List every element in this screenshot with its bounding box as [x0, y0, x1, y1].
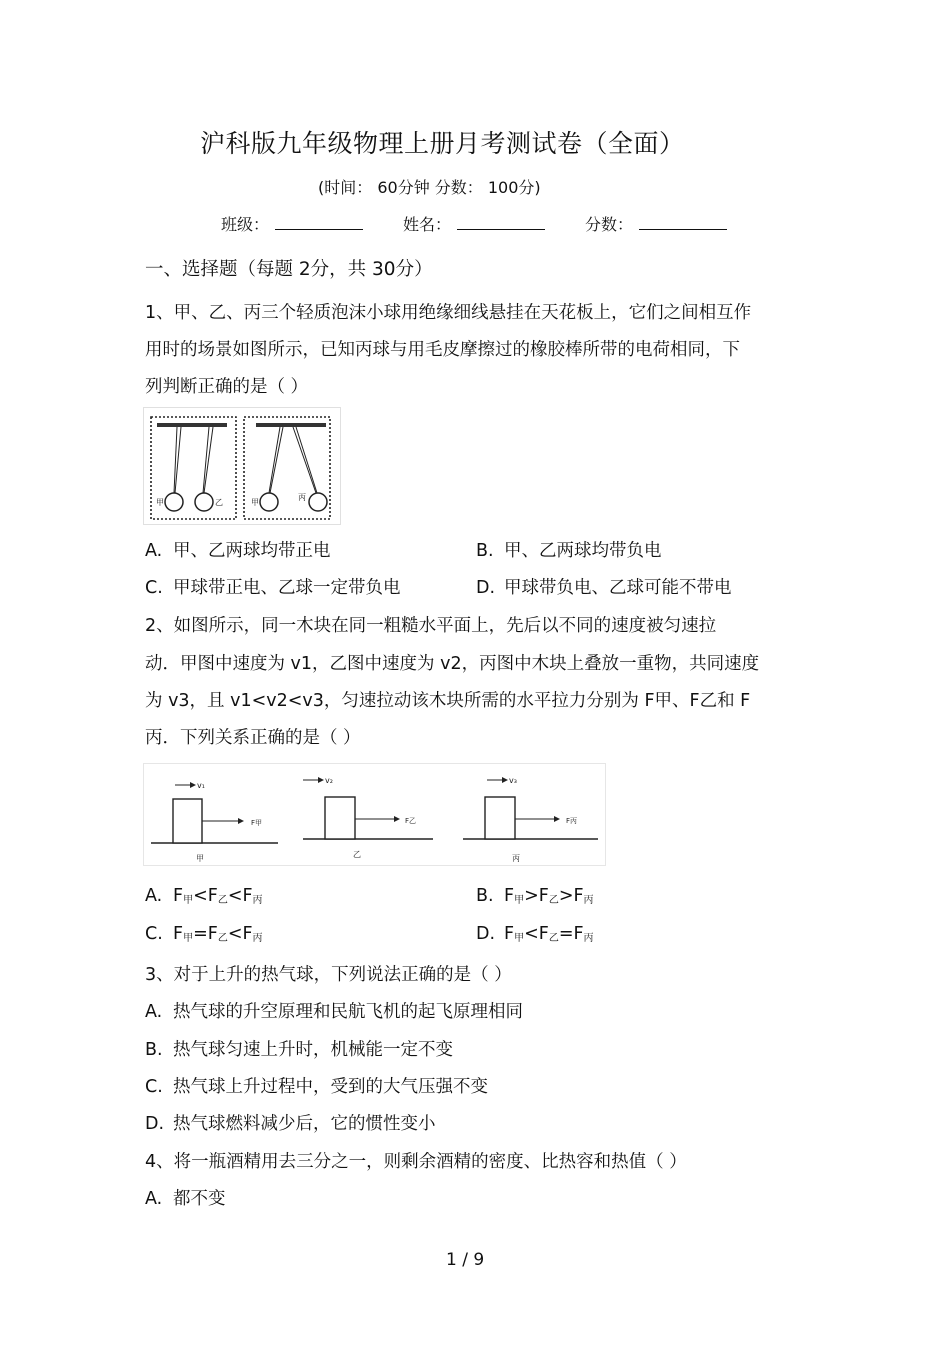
q2-f-bing-label: F丙 — [566, 817, 578, 825]
q2-cap-jia: 甲 — [196, 854, 204, 863]
option-letter: B. — [476, 541, 494, 561]
option-letter: D. — [145, 1114, 165, 1134]
q3-stem: 3、对于上升的热气球，下列说法正确的是（ ） — [145, 965, 512, 985]
q2-v2-label: v₂ — [325, 776, 333, 785]
option-part: >F — [524, 886, 549, 906]
q2-cap-yi: 乙 — [353, 850, 361, 859]
name-label: 姓名： — [403, 215, 452, 234]
q3-option-c — [145, 1073, 488, 1098]
option-text: 甲球带负电、乙球可能不带电 — [504, 578, 732, 598]
score-field — [585, 212, 727, 235]
name-blank — [457, 228, 545, 230]
option-sub: 乙 — [548, 895, 559, 906]
q1-line-1: 1、甲、乙、丙三个轻质泡沫小球用绝缘细线悬挂在天花板上，它们之间相互作 — [145, 303, 752, 323]
option-part: =F — [193, 924, 218, 944]
option-part: <F — [524, 924, 549, 944]
section-heading: 一、选择题（每题 2分，共 30分） — [145, 259, 433, 280]
option-text: 热气球的升空原理和民航飞机的起飞原理相同 — [173, 1002, 523, 1022]
option-letter: A. — [145, 1189, 163, 1209]
class-blank — [275, 228, 363, 230]
q2-f-yi-label: F乙 — [405, 817, 417, 825]
option-part: F — [504, 886, 515, 906]
q2-v1-label: v₁ — [197, 781, 205, 790]
exam-time-score: (时间： 60分钟 分数： 100分) — [318, 178, 541, 197]
q1-fig-label-jia-2: 甲 — [251, 498, 259, 507]
option-sub: 甲 — [514, 895, 525, 906]
option-letter: C. — [145, 578, 163, 598]
option-sub: 乙 — [217, 933, 228, 944]
option-text: 甲、乙两球均带正电 — [173, 541, 331, 561]
option-text: 甲球带正电、乙球一定带负电 — [173, 578, 401, 598]
page-number: 1 / 9 — [446, 1250, 485, 1270]
option-sub: 乙 — [217, 895, 228, 906]
q2-option-b — [476, 886, 594, 906]
option-letter: D. — [476, 924, 496, 944]
option-letter: C. — [145, 924, 163, 944]
option-sub: 乙 — [548, 933, 559, 944]
page-title: 沪科版九年级物理上册月考测试卷（全面） — [200, 129, 685, 158]
q2-line-3: 为 v3，且 v1<v2<v3，匀速拉动该木块所需的水平拉力分别为 F甲、F乙和 F — [145, 691, 751, 711]
q2-line-1: 2、如图所示，同一木块在同一粗糙水平面上，先后以不同的速度被匀速拉 — [145, 616, 717, 636]
option-text: 甲、乙两球均带负电 — [504, 541, 662, 561]
option-sub: 丙 — [252, 895, 263, 906]
q1-line-2: 用时的场景如图所示，已知丙球与用毛皮摩擦过的橡胶棒所带的电荷相同，下 — [145, 340, 740, 360]
q1-option-a — [145, 537, 331, 562]
q1-fig-label-bing: 丙 — [298, 493, 306, 502]
option-letter: A. — [145, 541, 163, 561]
q1-figure — [143, 407, 341, 525]
q1-option-c — [145, 574, 401, 599]
option-text: 都不变 — [173, 1189, 226, 1209]
option-part: <F — [193, 886, 218, 906]
option-sub: 甲 — [183, 895, 194, 906]
q3-option-b — [145, 1036, 453, 1061]
name-field — [403, 212, 545, 235]
q2-line-2: 动．甲图中速度为 v1，乙图中速度为 v2，丙图中木块上叠放一重物，共同速度 — [145, 654, 760, 674]
option-letter: B. — [476, 886, 494, 906]
score-blank — [639, 228, 727, 230]
option-letter: D. — [476, 578, 496, 598]
option-sub: 甲 — [514, 933, 525, 944]
option-part: F — [504, 924, 515, 944]
q1-fig-label-yi: 乙 — [215, 498, 223, 507]
q2-v3-label: v₃ — [509, 776, 517, 785]
option-letter: B. — [145, 1040, 163, 1060]
q2-cap-bing: 丙 — [512, 854, 520, 863]
score-label: 分数： — [585, 215, 634, 234]
class-field — [221, 212, 363, 235]
q1-option-d — [476, 574, 732, 599]
q1-option-b — [476, 537, 662, 562]
q1-fig-label-jia-1: 甲 — [156, 498, 164, 507]
q2-option-a — [145, 886, 263, 906]
option-part: =F — [558, 924, 584, 944]
q4-stem: 4、将一瓶酒精用去三分之一，则剩余酒精的密度、比热容和热值（ ） — [145, 1152, 687, 1172]
option-letter: A. — [145, 886, 163, 906]
q2-f-jia-label: F甲 — [251, 819, 263, 827]
option-part: F — [173, 886, 184, 906]
option-text: 热气球匀速上升时，机械能一定不变 — [173, 1040, 453, 1060]
option-text: 热气球燃料减少后，它的惯性变小 — [173, 1114, 436, 1134]
q2-line-4: 丙．下列关系正确的是（ ） — [145, 728, 361, 748]
option-part: F — [173, 924, 184, 944]
class-label: 班级： — [221, 215, 270, 234]
q1-line-3: 列判断正确的是（ ） — [145, 377, 309, 397]
q4-option-a — [145, 1185, 226, 1210]
option-sub: 甲 — [183, 933, 194, 944]
q3-option-d — [145, 1110, 436, 1135]
option-part: <F — [227, 886, 253, 906]
option-letter: C. — [145, 1077, 163, 1097]
option-letter: A. — [145, 1002, 163, 1022]
option-sub: 丙 — [583, 895, 594, 906]
q2-option-c — [145, 924, 263, 944]
option-sub: 丙 — [252, 933, 263, 944]
q3-option-a — [145, 998, 523, 1023]
option-part: >F — [558, 886, 584, 906]
option-sub: 丙 — [583, 933, 594, 944]
option-text: 热气球上升过程中，受到的大气压强不变 — [173, 1077, 488, 1097]
q2-figure — [143, 763, 606, 866]
q2-option-d — [476, 924, 594, 944]
option-part: <F — [227, 924, 253, 944]
